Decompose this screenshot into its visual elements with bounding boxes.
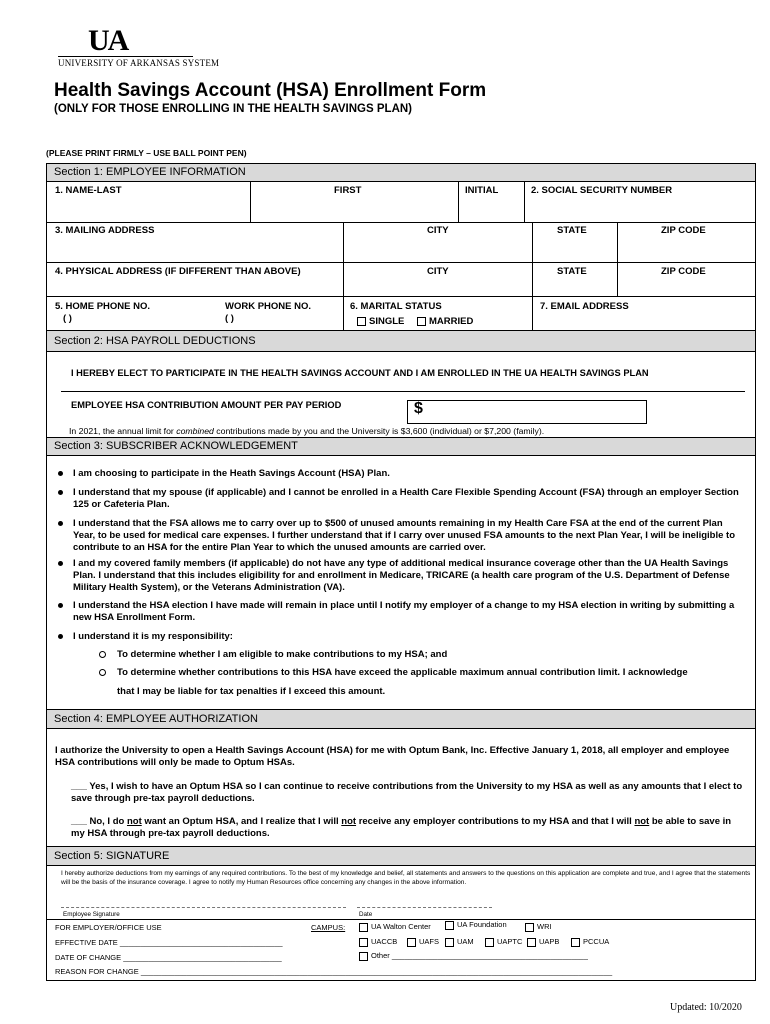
form-subtitle: (ONLY FOR THOSE ENROLLING IN THE HEALTH SAVINGS PLAN) (54, 103, 413, 115)
section-2-header: Section 2: HSA PAYROLL DEDUCTIONS (47, 330, 755, 352)
contribution-amount-field[interactable] (407, 400, 647, 424)
single-checkbox[interactable] (357, 317, 366, 326)
enrollment-form (46, 163, 756, 981)
campus-other[interactable]: Other _______________________________________________ (359, 951, 588, 961)
section-4-header: Section 4: EMPLOYEE AUTHORIZATION (47, 709, 755, 729)
no-option[interactable]: ___ No, I do not want an Optum HSA, and I realize that I will not receive any employer contributions to my HSA and that I will not be able to save in my HSA through pre-tax payroll deductions. (71, 816, 732, 839)
home-phone-label: 5. HOME PHONE NO. (55, 301, 151, 312)
date-of-change-field[interactable]: DATE OF CHANGE ______________________________________ (55, 953, 282, 962)
marital-status-label: 6. MARITAL STATUS (350, 301, 442, 312)
ack-item: I understand that the FSA allows me to carry over up to $500 of unused amounts remaining in my Health Care FSA at the end of the current Plan Year, to be used for medical care expenses. I further understand that if I carry over unused FSA amounts to the next Plan Year, I will be ineligible to contribute to an HSA for the entire Plan Year to which the unused amounts are carried over. (73, 518, 736, 553)
ssn-label: 2. SOCIAL SECURITY NUMBER (531, 185, 673, 196)
campus-ua-walton[interactable]: UA Walton Center (359, 922, 431, 932)
print-note: (PLEASE PRINT FIRMLY – USE BALL POINT PEN) (46, 148, 247, 158)
physical-state-label: STATE (557, 266, 587, 277)
ack-item: I understand that my spouse (if applicable) and I cannot be enrolled in a Health Care Flexible Spending Account (FSA) through an employer Section 125 or Cafeteria Plan. (73, 487, 739, 510)
employee-signature-label: Employee Signature (63, 911, 120, 918)
elect-statement: I HEREBY ELECT TO PARTICIPATE IN THE HEALTH SAVINGS ACCOUNT AND I AM ENROLLED IN THE UA HEALTH SAVINGS PLAN (71, 368, 649, 378)
updated-date: Updated: 10/2020 (670, 1002, 742, 1013)
married-checkbox[interactable] (417, 317, 426, 326)
employee-signature-line[interactable] (61, 907, 346, 908)
campus-wri[interactable]: WRI (525, 922, 552, 932)
ack-sub-item: To determine whether contributions to this HSA have exceed the applicable maximum annual contribution limit. I acknowledge (117, 667, 688, 678)
mailing-address-label: 3. MAILING ADDRESS (55, 225, 155, 236)
ua-logo-mark: UA (88, 24, 128, 57)
campus-uafs[interactable]: UAFS (407, 937, 439, 947)
logo-rule (58, 56, 193, 57)
physical-address-label: 4. PHYSICAL ADDRESS (IF DIFFERENT THAN ABOVE) (55, 266, 301, 277)
campus-ua-foundation[interactable]: UA Foundation (445, 920, 507, 930)
married-option[interactable]: MARRIED (417, 316, 473, 327)
section-5-header: Section 5: SIGNATURE (47, 846, 755, 866)
work-phone-paren: ( ) (225, 313, 234, 324)
name-last-label: 1. NAME-LAST (55, 185, 122, 196)
section-1-header: Section 1: EMPLOYEE INFORMATION (47, 164, 755, 182)
section-3-header: Section 3: SUBSCRIBER ACKNOWLEDGEMENT (47, 437, 755, 456)
form-title: Health Savings Account (HSA) Enrollment Form (54, 80, 487, 101)
ack-item: I understand the HSA election I have made will remain in place until I notify my employer of a change to my HSA election in writing by submitting a new HSA Enrollment Form. (73, 600, 735, 623)
campus-uaptc[interactable]: UAPTC (485, 937, 522, 947)
date-line[interactable] (357, 907, 492, 908)
initial-label: INITIAL (465, 185, 499, 196)
campus-label: CAMPUS: (311, 923, 346, 932)
campus-pccua[interactable]: PCCUA (571, 937, 609, 947)
single-option[interactable]: SINGLE (357, 316, 404, 327)
reason-for-change-field[interactable]: REASON FOR CHANGE _________________________________________________________________________________________________________________ (55, 967, 613, 976)
mailing-zip-label: ZIP CODE (661, 225, 706, 236)
mailing-city-label: CITY (427, 225, 449, 236)
physical-city-label: CITY (427, 266, 449, 277)
signature-authorization: I hereby authorize deductions from my earnings of any required contributions. To the best of my knowledge and belief, all statements and answers to the questions on this application are complete and true, and I agree that the statements will be the basis of the insurance coverage. I agree to notify my Human Resources office concerning any changes in the above information. (61, 870, 751, 886)
annual-limit-note: In 2021, the annual limit for combined contributions made by you and the University is $3,600 (individual) or $7,200 (family). (69, 426, 545, 436)
ack-item: I and my covered family members (if applicable) do not have any type of additional medical insurance coverage other than the UA Health Savings Plan. I understand that this includes eligibility for and enrollment in Medicare, TRICARE (a health care program of the U.S. Department of Defense Military Health System), or the Veterans Administration (VA). (73, 558, 730, 593)
ua-logo-text: UNIVERSITY OF ARKANSAS SYSTEM (58, 58, 220, 68)
effective-date-field[interactable]: EFFECTIVE DATE _______________________________________ (55, 938, 283, 947)
home-phone-paren: ( ) (63, 313, 72, 324)
campus-uam[interactable]: UAM (445, 937, 474, 947)
campus-uaccb[interactable]: UACCB (359, 937, 397, 947)
physical-zip-label: ZIP CODE (661, 266, 706, 277)
mailing-state-label: STATE (557, 225, 587, 236)
ack-item: I am choosing to participate in the Heath Savings Account (HSA) Plan. (73, 468, 390, 479)
ack-item: I understand it is my responsibility: (73, 631, 233, 642)
work-phone-label: WORK PHONE NO. (225, 301, 312, 312)
date-label: Date (359, 911, 373, 918)
first-name-label: FIRST (334, 185, 362, 196)
dollar-sign: $ (414, 400, 423, 417)
ack-sub-item: To determine whether I am eligible to make contributions to my HSA; and (117, 649, 448, 660)
email-label: 7. EMAIL ADDRESS (540, 301, 629, 312)
contribution-label: EMPLOYEE HSA CONTRIBUTION AMOUNT PER PAY PERIOD (71, 400, 342, 410)
campus-uapb[interactable]: UAPB (527, 937, 559, 947)
yes-option[interactable]: ___ Yes, I wish to have an Optum HSA so I can continue to receive contributions from the University to my HSA as well as any amounts that I elect to save through pre-tax payroll deductions. (71, 781, 743, 804)
authorization-statement: I authorize the University to open a Health Savings Account (HSA) for me with Optum Bank, Inc. Effective January 1, 2018, all employer and employee HSA contributions will only be made to Optum HSAs. (55, 745, 730, 768)
office-use-label: FOR EMPLOYER/OFFICE USE (55, 923, 162, 932)
ack-sub-item-cont: that I may be liable for tax penalties if I exceed this amount. (117, 686, 386, 697)
